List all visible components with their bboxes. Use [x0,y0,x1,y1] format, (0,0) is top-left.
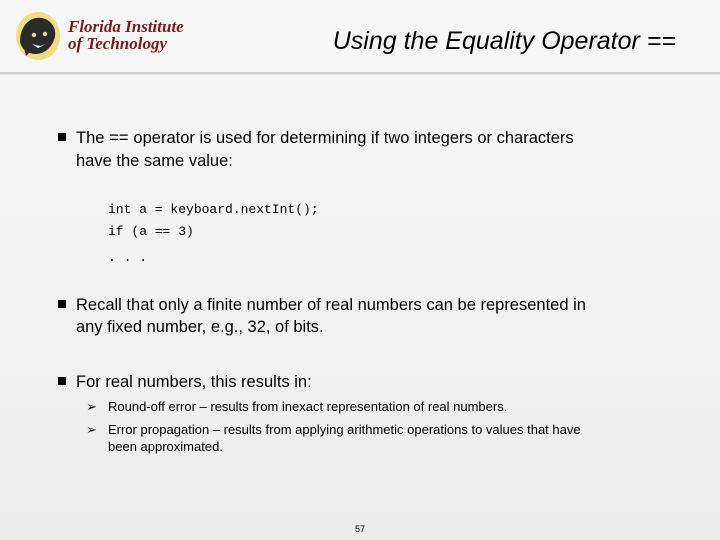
bullet-1-text-a: The [76,129,110,147]
bullet-1-line-2: have the same value: [76,152,233,170]
code-line-1: int a = keyboard.nextInt(); [108,202,319,217]
page-number: 57 [355,524,366,534]
bullet-3 [76,371,676,393]
arrow-bullet-icon: ➢ [86,422,97,437]
bullet-1-text-b: operator is used for determining if two integers or characters [128,129,574,147]
fit-logo [10,8,190,64]
logo-line-2: of Technology [68,34,168,53]
logo-line-1: Florida Institute [68,17,184,36]
code-line-3: . . . [108,250,148,265]
subbullet-1-line-1: Round-off error – results from inexact representation of real numbers. [108,399,508,414]
code-line-2: if (a == 3) [108,224,194,239]
bullet-3-line-1: For real numbers, this results in: [76,373,312,391]
bullet-2 [76,294,676,338]
subbullet-2 [108,421,668,455]
slide-header [0,0,720,72]
subbullet-2-line-2: been approximated. [108,439,223,454]
square-bullet-icon [58,377,66,385]
arrow-bullet-icon: ➢ [86,399,97,414]
bullet-1 [76,127,676,172]
bullet-2-line-2: any fixed number, e.g., 32, of bits. [76,318,324,336]
slide-title: Using the Equality Operator == [332,27,676,55]
equality-operator-text: == [109,129,129,148]
header-divider [0,72,720,75]
panther-emblem-icon [10,8,66,64]
logo-text [68,18,184,52]
square-bullet-icon [58,133,66,141]
subbullet-2-line-1: Error propagation – results from applying arithmetic operations to values that have [108,422,581,437]
square-bullet-icon [58,300,66,308]
subbullet-1 [108,398,668,415]
bullet-1-line-1 [76,127,676,150]
bullet-2-line-1: Recall that only a finite number of real numbers can be represented in [76,296,586,314]
